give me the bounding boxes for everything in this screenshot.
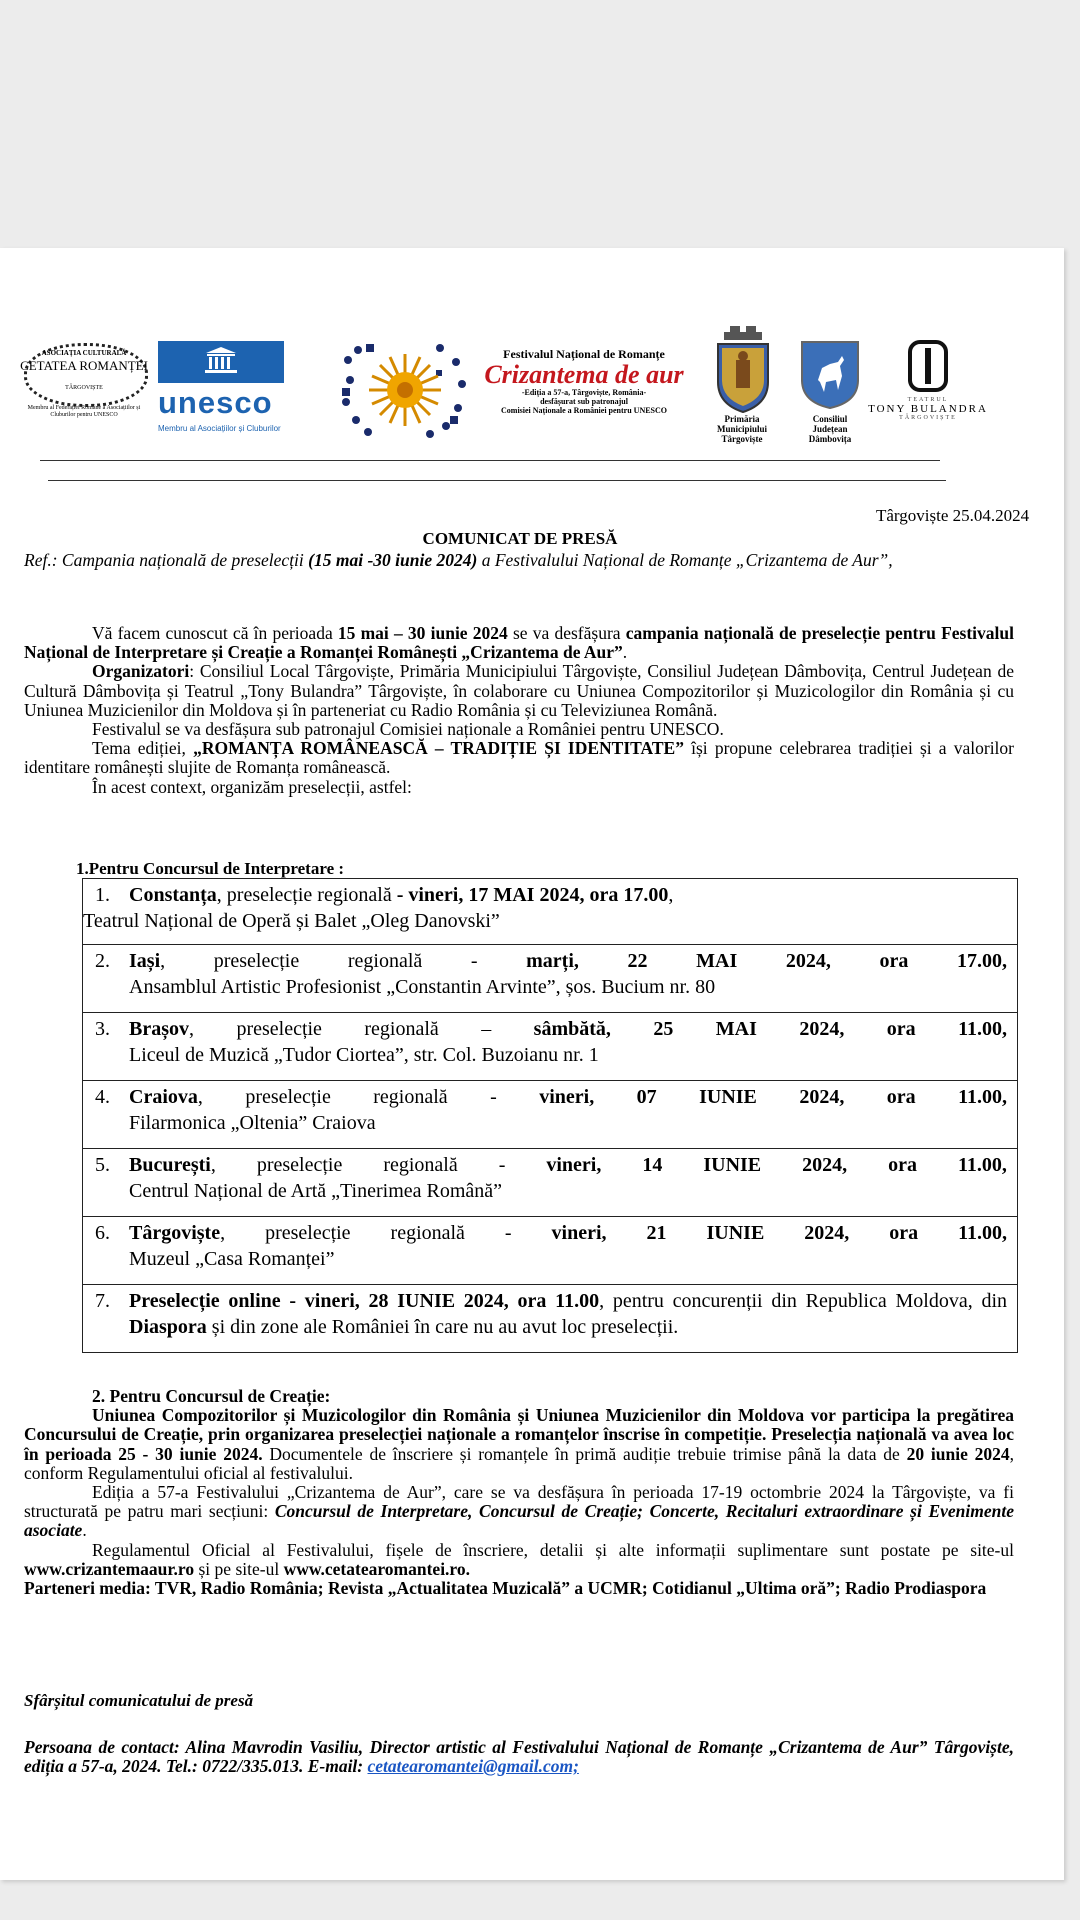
date-time: Preselecție online - vineri, 28 IUNIE 2024, ora 11.00: [129, 1290, 600, 1312]
word: preselecție: [213, 950, 300, 972]
section1-title: 1.Pentru Concursul de Interpretare :: [76, 859, 345, 878]
word: regională: [364, 1018, 439, 1040]
text: se va desfășura: [507, 623, 626, 643]
cetatea-romantei-logo: [20, 343, 148, 423]
word: preselecție: [236, 1018, 322, 1040]
text: și pe site-ul: [194, 1558, 284, 1579]
document-page: [0, 248, 1064, 1880]
text: Diaspora: [129, 1316, 207, 1338]
word: preselecție: [245, 1086, 331, 1108]
label-line: Municipiului: [716, 424, 768, 434]
text: .: [622, 642, 628, 663]
venue: Muzeul „Casa Romanței”: [129, 1248, 335, 1270]
venue: Teatrul Național de Operă și Balet „Oleg Danovski”: [83, 910, 500, 932]
text: Tema ediției,: [92, 738, 194, 759]
teatru-top: TEATRUL: [907, 397, 949, 403]
word: 22: [627, 950, 648, 972]
consiliul-label: [790, 414, 870, 444]
row-number: 4.: [95, 1086, 110, 1108]
table-cell: [83, 879, 1018, 945]
word: 11.00,: [958, 1086, 1007, 1108]
ref-prefix: Ref.: Campania națională de preselecții: [24, 550, 309, 570]
word: vineri,: [546, 1154, 602, 1176]
chrysanthemum-logo-icon: [340, 340, 470, 440]
row-number: 3.: [95, 1018, 110, 1040]
email-link[interactable]: cetatearomantei@gmail.com;: [367, 1756, 579, 1777]
row-line: 4. Craiova, preselecție regională - vineri, 07 IUNIE 2024, ora 11.00,: [95, 1086, 1007, 1108]
word: 2024,: [799, 1086, 845, 1108]
primaria-label: [700, 414, 784, 444]
city: Craiova: [129, 1086, 198, 1108]
word: -: [498, 1154, 506, 1176]
word: 17.00,: [956, 950, 1007, 972]
table-row: [83, 1285, 1018, 1353]
targoviste-crest-icon: [714, 324, 772, 414]
word: ora: [879, 950, 909, 972]
word: -: [504, 1222, 512, 1244]
table-cell: [83, 1081, 1018, 1149]
word: regională: [347, 950, 423, 972]
text: , pentru concurenții din Republica Moldova, din: [599, 1290, 1007, 1312]
word: ora: [889, 1222, 919, 1244]
table-row: [83, 945, 1018, 1013]
table-row: [83, 1149, 1018, 1217]
word: 2024,: [785, 950, 831, 972]
text: Ediția a 57-a Festivalului „Crizantema de Aur”, care se va desfășura în perioada 17-19 octombrie 2024 la Târgoviște, va fi structurată pe patru mari secțiuni:: [24, 1482, 1014, 1522]
text: Organizatori: [92, 661, 190, 682]
row-line: 6. Târgoviște, preselecție regională - vineri, 21 IUNIE 2024, ora 11.00,: [95, 1222, 1007, 1244]
word: 07: [636, 1086, 657, 1108]
text: 15 mai – 30 iunie 2024: [337, 623, 508, 643]
row-number: 7.: [95, 1290, 110, 1312]
paragraph: [24, 662, 1014, 720]
word: regională: [390, 1222, 465, 1244]
dambovita-shield-icon: [800, 340, 860, 410]
row-number: 5.: [95, 1154, 110, 1176]
document-title: COMUNICAT DE PRESĂ: [422, 529, 618, 548]
document-date: Târgoviște 25.04.2024: [876, 506, 1030, 525]
section2-title: 2. Pentru Concursul de Creație:: [92, 1386, 331, 1406]
word: 2024,: [804, 1222, 850, 1244]
paragraph: [24, 624, 1014, 662]
label-line: Consiliul: [812, 414, 848, 424]
venue: Ansamblul Artistic Profesionist „Constantin Arvinte”, șos. Bucium nr. 80: [129, 976, 716, 998]
word: ora: [886, 1086, 916, 1108]
word: sâmbătă,: [533, 1018, 611, 1040]
word: 2024,: [802, 1154, 848, 1176]
row-number: 6.: [95, 1222, 110, 1244]
text: : Consiliul Local Târgoviște, Primăria Municipiului Târgoviște, Consiliul Județean Dâmbovița, Centrul Județean de Cultură Dâmbovița și Teatrul „Tony Bulandra” Târgoviște, în colaborare cu Uniunea Compozitorilor și Muzicologilor din România și cu Uniunea Muzicienilor din Moldova și în parteneriat cu Radio România și cu Televiziunea Română.: [24, 661, 1014, 720]
venue: Centrul Național de Artă „Tinerimea Română”: [129, 1180, 503, 1202]
word: 14: [642, 1154, 663, 1176]
table-cell: [83, 945, 1018, 1013]
teatru-mark-icon: [908, 340, 948, 392]
festival-line: -Ediția a 57-a, Târgoviște, România-: [521, 388, 647, 397]
word: IUNIE: [699, 1086, 757, 1108]
text: , preselecție regională: [216, 884, 397, 906]
word: regională: [373, 1086, 448, 1108]
text: Uniunea Compozitorilor și Muzicologilor din România și Uniunea Muzicienilor din Moldova vor participa la pregătirea Concursului de Creație, prin organizarea preselecției naționale a romanțelor înscrise în competiție. Preselecția națională va avea loc în perioada 25 - 30 iunie 2024.: [24, 1405, 1014, 1464]
text: Concursul de Interpretare, Concursul de Creație; Concerte, Recitaluri extraordinare și Evenimente asociate: [24, 1501, 1014, 1541]
table-cell: [83, 1217, 1018, 1285]
text: își propune celebrarea tradiției și a valorilor identitare românești slujite de Romanța românească.: [24, 738, 1014, 778]
header-divider: [48, 480, 946, 481]
word: marți,: [526, 950, 579, 972]
row-number: 1.: [95, 884, 110, 906]
word: MAI: [696, 950, 738, 972]
text: 20 iunie 2024: [906, 1443, 1010, 1464]
row-line: 5. București, preselecție regională - vineri, 14 IUNIE 2024, ora 11.00,: [95, 1154, 1007, 1176]
unesco-wordmark: unesco: [158, 385, 273, 420]
word: 11.00,: [958, 1018, 1007, 1040]
schedule-table: [82, 878, 1018, 1353]
word: preselecție: [256, 1154, 343, 1176]
text: , conform Regulamentului oficial al festivalului.: [24, 1443, 1014, 1483]
ref-period: (15 mai -30 iunie 2024): [308, 550, 478, 570]
logo-text: Membru al Federației Române a Asociațiilor și Cluburilor pentru UNESCO: [27, 405, 141, 418]
paragraph: [24, 1541, 1014, 1579]
word: 2024,: [799, 1018, 845, 1040]
festival-header: [474, 347, 694, 415]
city: București: [129, 1154, 211, 1176]
word: ora: [886, 1018, 916, 1040]
paragraph: Festivalul se va desfășura sub patronajul Comisiei naționale a României pentru UNESCO.: [92, 719, 724, 740]
table-row: [83, 1081, 1018, 1149]
label-line: Județean: [812, 424, 848, 434]
festival-line: Comisiei Naționale a României pentru UNESCO: [501, 406, 667, 415]
label-line: Târgoviște: [721, 434, 763, 444]
label-line: Dâmbovița: [808, 434, 852, 444]
word: vineri,: [539, 1086, 595, 1108]
teatru-logo: [868, 340, 988, 430]
text: și din zone ale României în care nu au avut loc preselecții.: [206, 1316, 679, 1338]
row-number: 2.: [95, 950, 110, 972]
table-cell: [83, 1013, 1018, 1081]
row-line: [95, 1288, 1007, 1340]
word: IUNIE: [703, 1154, 762, 1176]
reference-line: [24, 551, 1012, 570]
text: ,: [668, 884, 674, 906]
text: .: [82, 1520, 87, 1541]
row-line: 3. Brașov, preselecție regională – sâmbătă, 25 MAI 2024, ora 11.00,: [95, 1018, 1007, 1040]
word: IUNIE: [706, 1222, 765, 1244]
word: regională: [383, 1154, 458, 1176]
festival-line: Festivalul Național de Romanțe: [503, 347, 665, 361]
text: Documentele de înscriere și romanțele în primă audiție trebuie trimise până la data de: [262, 1443, 907, 1464]
end-of-release: Sfârșitul comunicatului de presă: [24, 1691, 254, 1710]
table-cell: [83, 1149, 1018, 1217]
word: -: [490, 1086, 497, 1108]
venue: Filarmonica „Oltenia” Craiova: [129, 1112, 376, 1134]
paragraph: [24, 739, 1014, 777]
logo-text: CETATEA ROMANȚEI: [20, 358, 148, 373]
word: -: [470, 950, 478, 972]
city: Constanța: [129, 884, 217, 906]
word: ora: [888, 1154, 917, 1176]
row-line: [95, 882, 1007, 908]
word: 21: [646, 1222, 667, 1244]
word: MAI: [715, 1018, 757, 1040]
table-row: [83, 879, 1018, 945]
word: 25: [653, 1018, 674, 1040]
website-link[interactable]: www.crizantemaaur.ro: [24, 1558, 195, 1579]
unesco-subtitle: Membru al Asociațiilor și Cluburilor: [158, 424, 281, 433]
label-line: Primăria: [724, 414, 760, 424]
word: 11.00,: [958, 1222, 1007, 1244]
city: Iași: [129, 950, 161, 972]
date-time: - vineri, 17 MAI 2024, ora 17.00: [396, 884, 669, 906]
table-row: [83, 1217, 1018, 1285]
unesco-logo: [158, 341, 284, 441]
paragraph: [24, 1406, 1014, 1483]
festival-line: desfășurat sub patronajul: [540, 397, 628, 406]
text: campania națională de preselecție pentru Festivalul Național de Interpretare și Creație a Romanței Românești „Crizantema de Aur”: [24, 623, 1014, 663]
unesco-temple-icon: [158, 341, 284, 383]
logo-text: ASOCIAȚIA CULTURALĂ: [41, 349, 127, 357]
media-partners: Parteneri media: TVR, Radio România; Revista „Actualitatea Muzicală” a UCMR; Cotidianul „Ultima oră”; Radio Prodiaspora: [24, 1578, 987, 1599]
text: Vă facem cunoscut că în perioada: [92, 623, 338, 643]
venue: Liceul de Muzică „Tudor Ciortea”, str. Col. Buzoianu nr. 1: [129, 1044, 599, 1066]
word: vineri,: [551, 1222, 607, 1244]
word: –: [481, 1018, 492, 1040]
word: preselecție: [265, 1222, 351, 1244]
website-link[interactable]: www.cetatearomantei.ro.: [283, 1558, 471, 1579]
text: Persoana de contact: Alina Mavrodin Vasiliu, Director artistic al Festivalului Național de Romanțe „Crizantema de Aur” Târgoviște, ediția a 57-a, 2024. Tel.: 0722/335.013. E-mail:: [24, 1737, 1014, 1777]
section2: [24, 1387, 1014, 1598]
text: Regulamentul Oficial al Festivalului, fișele de înscriere, detalii și alte informații suplimentare sunt postate pe site-ul: [92, 1539, 1014, 1560]
city: Târgoviște: [129, 1222, 221, 1244]
paragraph: [24, 1483, 1014, 1541]
header-divider: [40, 460, 940, 461]
festival-name: Crizantema de aur: [484, 360, 684, 389]
ref-rest: a Festivalului Național de Romanțe „Crizantema de Aur”,: [477, 550, 893, 570]
row-line: 2. Iași, preselecție regională - marți, 22 MAI 2024, ora 17.00,: [95, 950, 1007, 972]
table-cell: [83, 1285, 1018, 1353]
contact-info: [24, 1738, 1014, 1776]
teatru-name: TONY BULANDRA: [868, 403, 988, 415]
city: Brașov: [129, 1018, 189, 1040]
text: „ROMANȚA ROMÂNEASCĂ – TRADIȚIE ȘI IDENTITATE”: [193, 738, 684, 759]
table-row: [83, 1013, 1018, 1081]
logo-text: TÂRGOVIȘTE: [65, 385, 103, 391]
teatru-city: TÂRGOVIȘTE: [899, 415, 957, 421]
paragraph: În acest context, organizăm preselecții, astfel:: [92, 776, 412, 797]
word: 11.00,: [957, 1154, 1007, 1176]
intro-paragraphs: [24, 624, 1014, 797]
